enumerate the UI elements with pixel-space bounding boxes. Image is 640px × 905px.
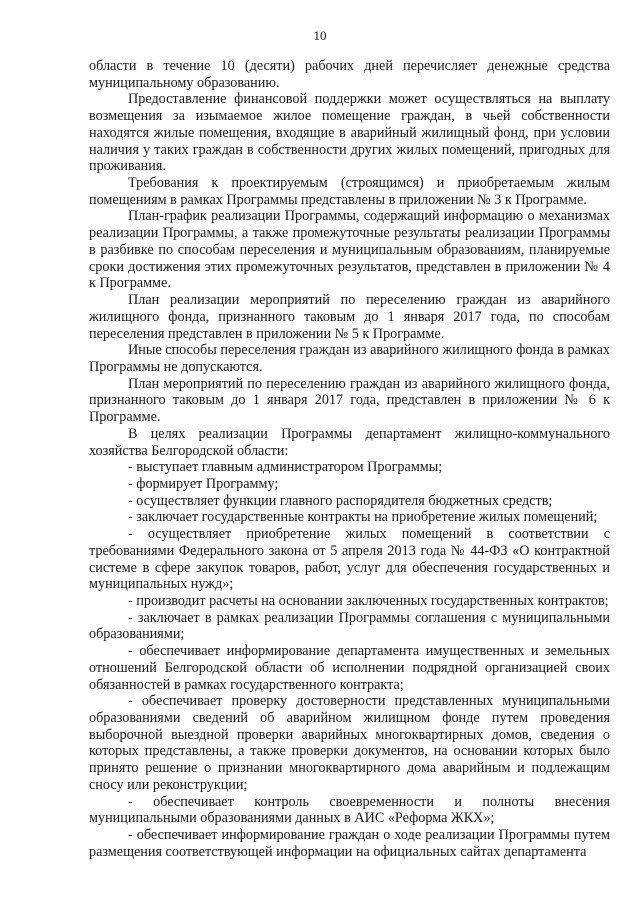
list-item: - обеспечивает проверку достоверности представленных муниципальными образованиями сведений об аварийном жилищном фонде путем проведения выборочной выездной проверки аварийных многоквартирных домов, сведения о которых представлены, а также проверки документов, на основании которых было принято решение о признании многоквартирного дома аварийным и подлежащим сносу или реконструкции;: [89, 693, 610, 793]
page-number: 10: [313, 28, 327, 43]
paragraph: области в течение 10 (десяти) рабочих дней перечисляет денежные средства муниципальному образованию.: [89, 58, 610, 91]
list-item: - производит расчеты на основании заключенных государственных контрактов;: [128, 593, 609, 609]
paragraph: Предоставление финансовой поддержки может осуществляться на выплату возмещения за изымаемое жилое помещение граждан, в чьей собственности находятся жилые помещения, входящие в аварийный жилищный фонд, при условии наличия у таких граждан в собственности других жилых помещений, пригодных для проживания.: [89, 91, 610, 175]
paragraph: Иные способы переселения граждан из аварийного жилищного фонда в рамках Программы не допускаются.: [89, 342, 610, 375]
list-item: - обеспечивает информирование департамента имущественных и земельных отношений Белгородской области об исполнении подрядной организацией своих обязанностей в рамках государственного контракта;: [89, 643, 610, 693]
paragraph: План мероприятий по переселению граждан из аварийного жилищного фонда, признанного таковым до 1 января 2017 года, представлен в приложении № 6 к Программе.: [89, 375, 610, 426]
list-item: - заключает в рамках реализации Программы соглашения с муниципальными образованиями;: [89, 609, 610, 643]
list-item: - формирует Программу;: [128, 475, 279, 492]
list-item: - осуществляет приобретение жилых помещений в соответствии с требованиями Федерального закона от 5 апреля 2013 года № 44-ФЗ «О контрактной системе в сфере закупок товаров, работ, услуг для обеспечения государственных и муниципальных нужд»;: [89, 526, 610, 593]
list-item: - обеспечивает информирование граждан о ходе реализации Программы путем размещения соответствующей информации на официальных сайтах департамента: [89, 827, 610, 860]
list-item: - осуществляет функции главного распорядителя бюджетных средств;: [128, 492, 553, 509]
paragraph: План-график реализации Программы, содержащий информацию о механизмах реализации Программы, а также промежуточные результаты реализации Программы в разбивке по способам переселения и муниципальным образованиям, планируемые сроки достижения этих промежуточных результатов, представлен в приложении № 4 к Программе.: [89, 208, 610, 292]
paragraph: В целях реализации Программы департамент жилищно-коммунального хозяйства Белгородской области:: [89, 425, 610, 459]
body-text: [89, 58, 610, 861]
list-item: - заключает государственные контракты на приобретение жилых помещений;: [128, 509, 598, 526]
paragraph: План реализации мероприятий по переселению граждан из аварийного жилищного фонда, признанного таковым до 1 января 2017 года, по способам переселения представлен в приложении № 5 к Программе.: [89, 292, 610, 342]
paragraph: Требования к проектируемым (строящимся) и приобретаемым жилым помещениям в рамках Программы представлены в приложении № 3 к Программе.: [89, 175, 610, 208]
list-item: - выступает главным администратором Программы;: [128, 459, 443, 476]
list-item: - обеспечивает контроль своевременности и полноты внесения муниципальными образованиями данных в АИС «Реформа ЖКХ»;: [89, 793, 610, 827]
